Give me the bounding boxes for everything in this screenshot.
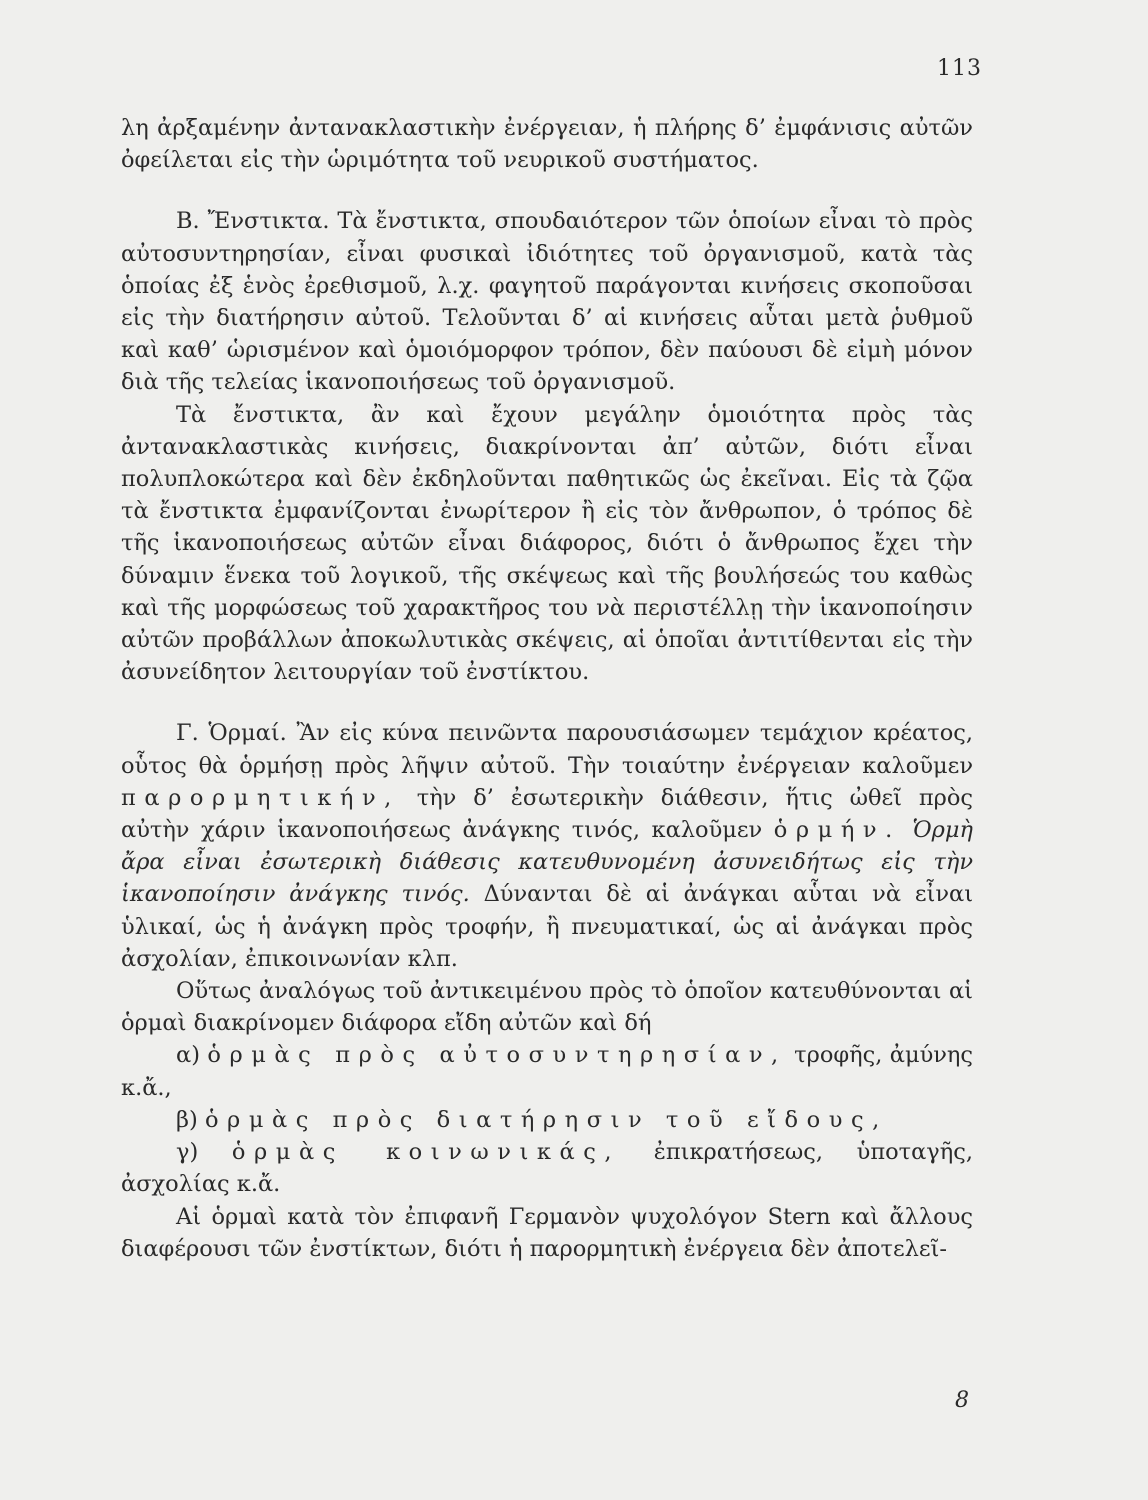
paragraph-kinds: Οὕτως ἀναλόγως τοῦ ἀντικειμένου πρὸς τὸ ὁποῖον κατευθύνονται αἱ ὁρμαὶ διακρίνομεν διάφορα εἴδη αὐτῶν καὶ δή <box>121 978 973 1037</box>
list-rest-c: ἐπικρατήσεως, ὑποταγῆς, ἀσχολίας κ.ἄ. <box>121 1139 973 1198</box>
list-item-c <box>121 1136 973 1200</box>
paragraph-urges <box>121 717 973 975</box>
urges-text-end: Δύνανται δὲ αἱ ἀνάγκαι αὗται νὰ εἶναι ὑλικαί, ὡς ἡ ἀνάγκη πρὸς τροφήν, ἢ πνευματικαί, ὡς αἱ ἀνάγκαι πρὸς ἀσχολίαν, ἐπικοινωνίαν κλπ. <box>121 881 974 972</box>
list-label-b: β) <box>176 1106 198 1133</box>
list-rest-a: τροφῆς, ἀμύνης κ.ἄ., <box>121 1042 974 1101</box>
urges-text-mid: τὴν δ’ ἐσωτερικὴν διάθεσιν, ἥτις ὠθεῖ πρὸς αὐτὴν χάριν ἱκανοποιήσεως ἀνάγκης τινός, καλοῦμεν <box>121 784 973 844</box>
paragraph-instincts: Β. Ἔνστικτα. Τὰ ἔνστικτα, σπουδαιότερον τῶν ὁποίων εἶναι τὸ πρὸς αὐτοσυντηρησίαν, εἶναι φυσικαὶ ἰδιότητες τοῦ ὀργανισμοῦ, κατὰ τὰς ὁποίας ἐξ ἑνὸς ἐρεθισμοῦ, λ.χ. φαγητοῦ παράγονται κινήσεις σκοποῦσαι εἰς τὴν διατήρησιν αὐτοῦ. Τελοῦνται δ’ αἱ κινήσεις αὗται μετὰ ῥυθμοῦ καὶ καθ’ ὡρισμένον καὶ ὁμοιόμορφον τρόπον, δὲν παύουσι δὲ εἰμὴ μόνον διὰ τῆς τελείας ἱκανοποιήσεως τοῦ ὀργανισμοῦ. <box>121 208 973 396</box>
body-text <box>121 112 973 1265</box>
paragraph-1: λη ἀρξαμένην ἀντανακλαστικὴν ἐνέργειαν, ἡ πλήρης δ’ ἐμφάνισις αὐτῶν ὀφείλεται εἰς τὴν ὡριμότητα τοῦ νευρικοῦ συστήματος. <box>121 115 973 174</box>
paragraph-instincts-2: Τὰ ἔνστικτα, ἂν καὶ ἔχουν μεγάλην ὁμοιότητα πρὸς τὰς ἀντανακλαστικὰς κινήσεις, διακρίνονται ἀπ’ αὐτῶν, διότι εἶναι πολυπλοκώτερα καὶ δὲν ἐκδηλοῦνται παθητικῶς ὡς ἐκεῖναι. Εἰς τὰ ζῷα τὰ ἔνστικτα ἐμφανίζονται ἐνωρίτερον ἢ εἰς τὸν ἄνθρωπον, ὁ τρόπος δὲ τῆς ἱκανοποιήσεως αὐτῶν εἶναι διάφορος, διότι ὁ ἄνθρωπος ἔχει τὴν δύναμιν ἕνεκα τοῦ λογικοῦ, τῆς σκέψεως καὶ τῆς βουλήσεώς του καθὼς καὶ τῆς μορφώσεως τοῦ χαρακτῆρος του νὰ περιστέλλῃ τὴν ἱκανοποίησιν αὐτῶν προβάλλων ἀποκωλυτικὰς σκέψεις, αἱ ὁποῖαι ἀντιτίθενται εἰς τὴν ἀσυνείδητον λειτουργίαν τοῦ ἐνστίκτου. <box>121 401 973 686</box>
list-term-a: ὁρμὰς πρὸς αὐτοσυντηρησίαν, <box>207 1042 787 1069</box>
urge-definition: Ὁρμὴ ἄρα εἶναι ἐσωτερικὴ διάθεσις κατευθυνομένη ἀσυνειδήτως εἰς τὴν ἱκανοποίησιν ἀνάγκης τινός. <box>121 817 974 908</box>
list-label-c: γ) <box>176 1139 199 1166</box>
list-term-c: ὁρμὰς κοινωνικάς, <box>231 1139 621 1166</box>
signature-mark: 8 <box>955 1388 969 1413</box>
page-number: 113 <box>937 56 982 81</box>
term-urge: ὁρμήν. <box>773 817 901 844</box>
term-impulsive: παρορμητικήν, <box>121 784 400 811</box>
urges-text-start: Γ. Ὁρμαί. Ἂν εἰς κύνα πεινῶντα παρουσιάσωμεν τεμάχιον κρέατος, οὗτος θὰ ὁρμήσῃ πρὸς λῆψιν αὐτοῦ. Τὴν τοιαύτην ἐνέργειαν καλοῦμεν <box>121 720 973 779</box>
list-term-b: ὁρμὰς πρὸς διατήρησιν τοῦ εἴδους, <box>204 1106 888 1133</box>
list-label-a: α) <box>176 1042 200 1069</box>
list-item-b <box>121 1104 973 1136</box>
list-item-a <box>121 1039 973 1103</box>
paragraph-stern: Αἱ ὁρμαὶ κατὰ τὸν ἐπιφανῆ Γερμανὸν ψυχολόγον Stern καὶ ἄλλους διαφέρουσι τῶν ἐνστίκτων, διότι ἡ παρορμητικὴ ἐνέργεια δὲν ἀποτελεῖ- <box>121 1203 973 1262</box>
